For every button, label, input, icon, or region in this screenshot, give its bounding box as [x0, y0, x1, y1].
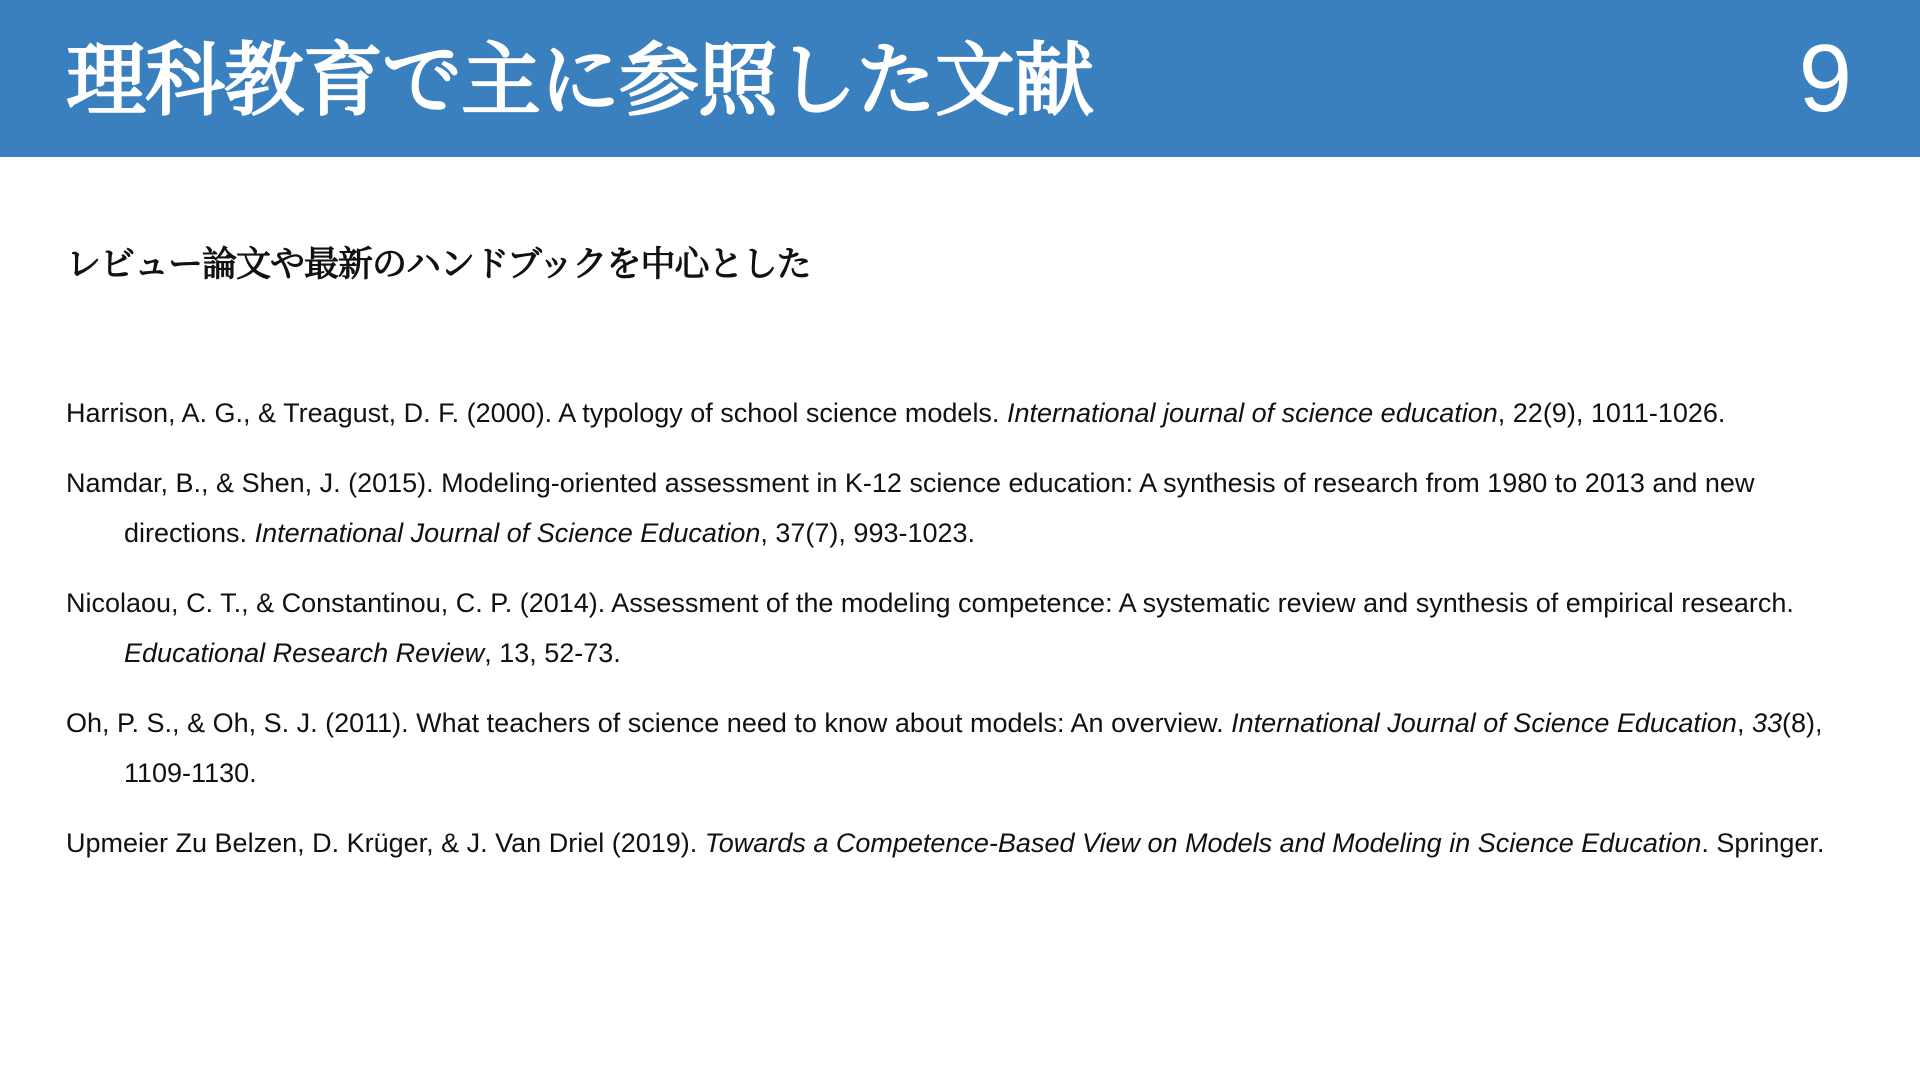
reference-text: Upmeier Zu Belzen, D. Krüger, & J. Van Driel (2019). — [66, 828, 705, 858]
reference-details: , 37(7), 993-1023. — [760, 518, 976, 548]
reference-text: Namdar, B., & Shen, J. (2015). Modeling-oriented assessment in K-12 science education: A synthesis of research from 1980 to 2013 and new directions. — [66, 468, 1755, 548]
reference-text: Nicolaou, C. T., & Constantinou, C. P. (2014). Assessment of the modeling competence: A systematic review and synthesis of empirical research. — [66, 588, 1794, 618]
reference-journal: International Journal of Science Education — [1231, 708, 1737, 738]
reference-book-title: Towards a Competence-Based View on Models and Modeling in Science Education — [704, 828, 1702, 858]
reference-separator: , — [1736, 708, 1752, 738]
reference-list — [66, 388, 1866, 888]
reference-details: (8), 1109-1130. — [124, 708, 1823, 788]
reference-text: Harrison, A. G., & Treagust, D. F. (2000). A typology of school science models. — [66, 398, 1007, 428]
reference-journal: International journal of science education — [1006, 398, 1498, 428]
reference-details: , 22(9), 1011-1026. — [1497, 398, 1726, 428]
reference-journal: International Journal of Science Education — [254, 518, 761, 548]
reference-nicolaou-2014 — [66, 578, 1866, 678]
slide-title: 理科教育で主に参照した文献 — [66, 34, 1093, 127]
title-bar — [0, 0, 1920, 157]
reference-upmeier-2019 — [66, 818, 1866, 868]
reference-namdar-2015 — [66, 458, 1866, 558]
slide-subtitle: レビュー論文や最新のハンドブックを中心とした — [66, 245, 811, 285]
reference-journal: Educational Research Review — [124, 638, 485, 668]
reference-volume: 33 — [1751, 708, 1783, 738]
reference-oh-2011 — [66, 698, 1866, 798]
reference-details: . Springer. — [1701, 828, 1825, 858]
reference-harrison-2000 — [66, 388, 1866, 438]
page-number: 9 — [1798, 25, 1852, 132]
reference-details: , 13, 52-73. — [484, 638, 621, 668]
reference-text: Oh, P. S., & Oh, S. J. (2011). What teachers of science need to know about models: An overview. — [66, 708, 1232, 738]
